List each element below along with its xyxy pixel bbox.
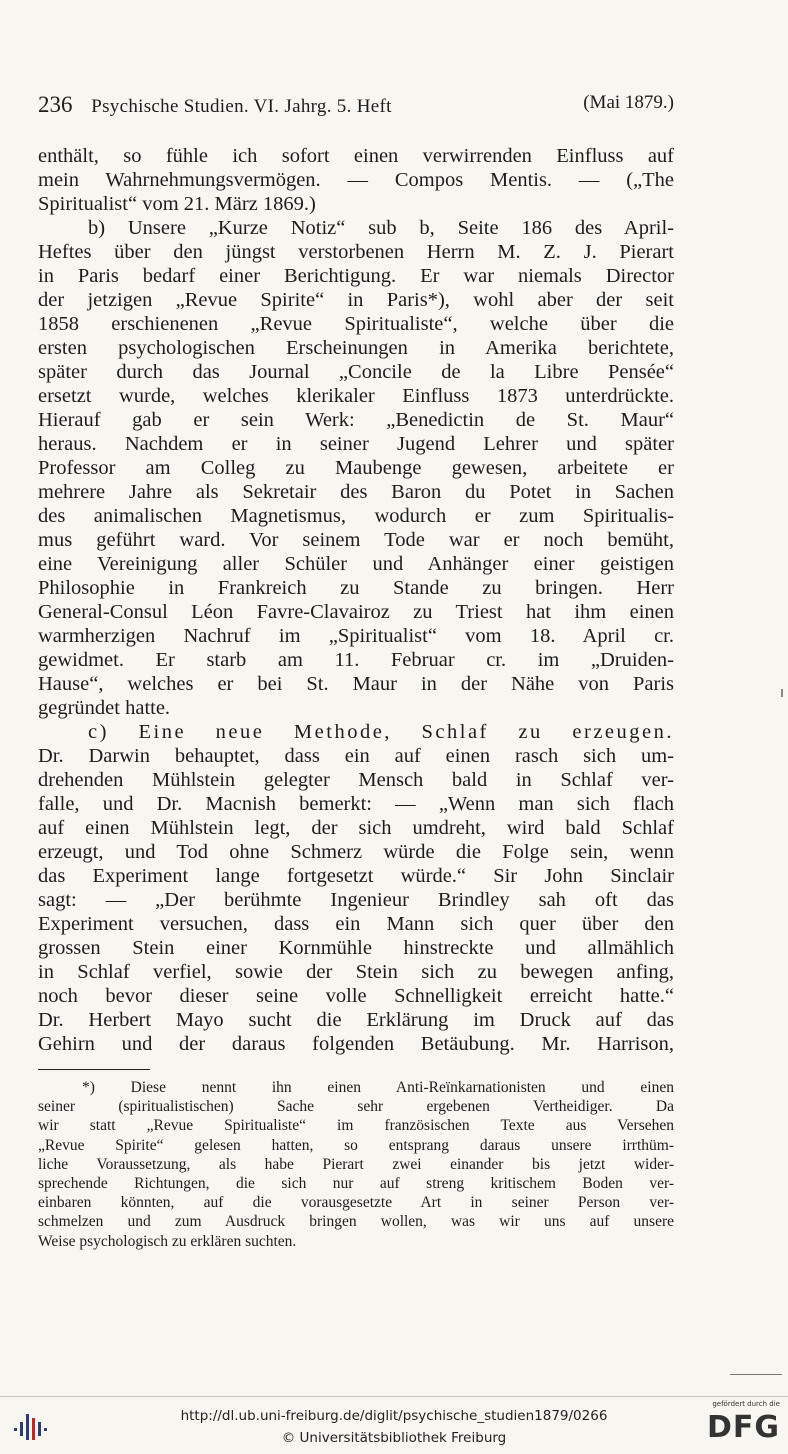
footer-divider [0, 1396, 788, 1397]
issue-date: (Mai 1879.) [583, 92, 674, 113]
text-line: General-Consul Léon Favre-Clavairoz zu Triest hat ihm einen [38, 601, 674, 623]
scan-edge-line [730, 1374, 782, 1375]
text-line: mehrere Jahre als Sekretair des Baron du Potet in Sachen [38, 481, 674, 503]
text-line: erzeugt, und Tod ohne Schmerz würde die Folge sein, wenn [38, 841, 674, 863]
text-line: mein Wahrnehmungsvermögen. — Compos Mentis. — („The [38, 169, 674, 191]
sponsor-logo-text: DFG [706, 1410, 780, 1445]
text-line: Gehirn und der daraus folgenden Betäubung. Mr. Harrison, [38, 1033, 674, 1055]
source-url-link[interactable]: http://dl.ub.uni-freiburg.de/diglit/psychische_studien1879/0266 [180, 1408, 608, 1424]
text-line: noch bevor dieser seine volle Schnelligkeit erreicht hatte.“ [38, 985, 674, 1007]
text-line: des animalischen Magnetismus, wodurch er zum Spiritualis- [38, 505, 674, 527]
text-line: in Paris bedarf einer Berichtigung. Er war niemals Director [38, 265, 674, 287]
text-line: Philosophie in Frankreich zu Stande zu bringen. Herr [38, 577, 674, 599]
footnote-line: seiner (spiritualistischen) Sache sehr ergebenen Vertheidiger. Da [38, 1098, 674, 1116]
section-c-heading: c) Eine neue Methode, Schlaf zu erzeugen. [88, 721, 674, 743]
text-line: Experiment versuchen, dass ein Mann sich quer über den [38, 913, 674, 935]
footnote-line: liche Voraussetzung, als habe Pierart zwei einander bis jetzt wider- [38, 1155, 674, 1173]
text-line: enthält, so fühle ich sofort einen verwirrenden Einfluss auf [38, 145, 674, 167]
text-line: ersten psychologischen Erscheinungen in Amerika berichtete, [38, 337, 674, 359]
footnote-line: einbaren könnten, auf die vorausgesetzte Art in seiner Person ver- [38, 1194, 674, 1212]
text-line: später durch das Journal „Concile de la Libre Pensée“ [38, 361, 674, 383]
text-line: Dr. Darwin behauptet, dass ein auf einen rasch sich um- [38, 745, 674, 767]
text-line: drehenden Mühlstein gelegter Mensch bald in Schlaf ver- [38, 769, 674, 791]
text-line: Spiritualist“ vom 21. März 1869.) [38, 193, 316, 215]
footnote-line: wir statt „Revue Spiritualiste“ im französischen Texte aus Versehen [38, 1117, 674, 1135]
scan-mark [781, 689, 783, 697]
main-text [38, 144, 674, 1056]
footnote-line: *) Diese nennt ihn einen Anti-Reïnkarnationisten und einen [82, 1079, 674, 1096]
text-line: Hause“, welches er bei St. Maur in der Nähe von Paris [38, 673, 674, 695]
footnote [38, 1078, 674, 1251]
sponsor-caption: gefördert durch die [712, 1400, 780, 1408]
text-line: warmherzigen Nachruf im „Spiritualist“ vom 18. April cr. [38, 625, 674, 647]
page-number: 236 [38, 92, 73, 117]
footnote-line: Weise psychologisch zu erklären suchten. [38, 1232, 297, 1250]
text-line: gegründet hatte. [38, 697, 171, 719]
digital-library-footer [0, 1396, 788, 1454]
text-line: das Experiment lange fortgesetzt würde.“ Sir John Sinclair [38, 865, 674, 887]
running-header [38, 92, 674, 118]
footnote-line: sprechende Richtungen, die sich nur auf streng kritischem Boden ver- [38, 1175, 674, 1193]
text-line: heraus. Nachdem er in seiner Jugend Lehrer und später [38, 433, 674, 455]
text-line: sagt: — „Der berühmte Ingenieur Brindley sah oft das [38, 889, 674, 911]
text-line: 1858 erschienenen „Revue Spiritualiste“, welche über die [38, 313, 674, 335]
footnote-rule [38, 1069, 150, 1070]
copyright-notice: © Universitätsbibliothek Freiburg [281, 1430, 507, 1446]
text-line: der jetzigen „Revue Spirite“ in Paris*), wohl aber der seit [38, 289, 674, 311]
footnote-line: „Revue Spirite“ gelesen hatten, so entsprang daraus unsere irrthüm- [38, 1136, 674, 1154]
text-line: Hierauf gab er sein Werk: „Benedictin de St. Maur“ [38, 409, 674, 431]
text-line: mus geführt ward. Vor seinem Tode war er noch bemüht, [38, 529, 674, 551]
footnote-line: schmelzen und zum Ausdruck bringen wollen, was wir uns auf unsere [38, 1213, 674, 1231]
text-line: falle, und Dr. Macnish bemerkt: — „Wenn man sich flach [38, 793, 674, 815]
text-line: auf einen Mühlstein legt, der sich umdreht, wird bald Schlaf [38, 817, 674, 839]
running-title: Psychische Studien. VI. Jahrg. 5. Heft [91, 96, 392, 117]
text-line: Heftes über den jüngst verstorbenen Herrn M. Z. J. Pierart [38, 241, 674, 263]
text-line: grossen Stein einer Kornmühle hinstreckte und allmählich [38, 937, 674, 959]
paragraph-b-start: b) Unsere „Kurze Notiz“ sub b, Seite 186 des April- [88, 217, 674, 239]
text-line: Dr. Herbert Mayo sucht die Erklärung im Druck auf das [38, 1009, 674, 1031]
text-line: eine Vereinigung aller Schüler und Anhänger einer geistigen [38, 553, 674, 575]
text-line: Professor am Colleg zu Maubenge gewesen, arbeitete er [38, 457, 674, 479]
dfg-logo-icon [694, 1400, 780, 1448]
text-line: gewidmet. Er starb am 11. Februar cr. im „Druiden- [38, 649, 674, 671]
text-line: ersetzt wurde, welches klerikaler Einfluss 1873 unterdrückte. [38, 385, 674, 407]
text-line: in Schlaf verfiel, sowie der Stein sich zu bewegen anfing, [38, 961, 674, 983]
